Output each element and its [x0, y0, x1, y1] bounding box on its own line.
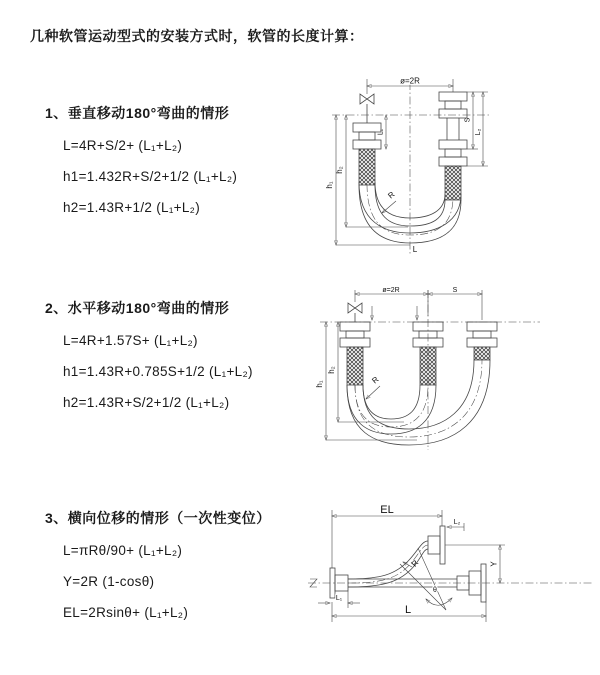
- formula-line: EL=2Rsinθ+ (L₁+L₂): [63, 605, 189, 620]
- dimension-label-l2: L₂: [475, 128, 482, 136]
- section-3-heading: 3、横向位移的情形（一次性变位）: [45, 510, 271, 526]
- left-pipe: [353, 94, 381, 185]
- dimension-label-l: L: [404, 604, 412, 616]
- dimension-label-y: Y: [489, 561, 499, 567]
- radius-annotation: [403, 558, 421, 568]
- page-title: 几种软管运动型式的安装方式时，软管的长度计算：: [30, 28, 364, 44]
- l1-dimension: [318, 591, 360, 608]
- right-pipe: [439, 92, 467, 200]
- formula-line: h2=1.43R+S/2+1/2 (L₁+L₂): [63, 395, 230, 410]
- formula-line: L=πRθ/90+ (L₁+L₂): [63, 543, 183, 558]
- dimension-label-l1: L₁: [377, 128, 385, 136]
- l2-dimension: [447, 519, 464, 531]
- formula-line: L=4R+1.57S+ (L₁+L₂): [63, 333, 198, 348]
- dimension-label-l1: L₁: [335, 595, 343, 602]
- dimension-label-h2: h₂: [327, 366, 336, 374]
- radius-label: R: [386, 189, 397, 201]
- dimension-label-diameter: ø=2R: [400, 76, 420, 86]
- u-bend-arcs: [347, 360, 490, 445]
- section-2: [45, 298, 253, 418]
- right-pipe: [467, 322, 497, 360]
- radius-label: R: [370, 374, 381, 386]
- angle-label-theta: θ: [433, 587, 437, 594]
- dimension-label-diameter: ø=2R: [382, 286, 400, 294]
- dimension-label-s: S: [464, 117, 472, 123]
- section-1-heading: 1、垂直移动180°弯曲的情形: [45, 105, 230, 121]
- valve-icon: [348, 303, 362, 313]
- left-dimensions: [315, 322, 417, 440]
- valve-icon: [360, 94, 374, 104]
- formula-line: Y=2R (1-cosθ): [63, 574, 155, 589]
- left-pipe: [340, 303, 370, 385]
- braided-hose-section: [420, 347, 436, 385]
- l-dimension: [332, 602, 486, 622]
- diagram-lateral-displacement: [300, 496, 600, 656]
- braided-hose-section: [445, 166, 461, 200]
- centerlines: [332, 82, 490, 256]
- top-dimension: [367, 77, 453, 95]
- formula-line: h2=1.43R+1/2 (L₁+L₂): [63, 200, 201, 215]
- section-1: [45, 103, 237, 223]
- dimension-label-h1: h₁: [325, 181, 334, 189]
- middle-pipe: [413, 322, 443, 385]
- dimension-label-h2: h₂: [335, 166, 344, 174]
- upper-flange-displaced-position: [428, 526, 445, 564]
- formula-line: L=4R+S/2+ (L₁+L₂): [63, 138, 183, 153]
- radius-annotation: [366, 375, 381, 399]
- radius-label: R: [409, 558, 421, 569]
- formula-line: h1=1.432R+S/2+1/2 (L₁+L₂): [63, 169, 238, 184]
- dimension-label-el: EL: [380, 504, 394, 516]
- braided-hose-section: [474, 347, 490, 360]
- y-dimension: [445, 545, 505, 583]
- dimension-label-s: S: [452, 286, 458, 294]
- section-2-heading: 2、水平移动180°弯曲的情形: [45, 300, 230, 316]
- length-label: L: [412, 245, 418, 254]
- dimension-label-h1: h₁: [315, 380, 324, 388]
- top-dimensions: [355, 287, 482, 320]
- formula-line: h1=1.43R+0.785S+1/2 (L₁+L₂): [63, 364, 253, 379]
- diagram-vertical-180-bend: [312, 70, 522, 262]
- braided-hose-section: [359, 149, 375, 185]
- section-3: [45, 508, 271, 628]
- diagram-horizontal-180-bend: [312, 282, 557, 454]
- right-dimensions: [465, 92, 489, 166]
- dimension-label-l2: L₂: [453, 519, 461, 526]
- el-dimension: [332, 504, 442, 568]
- braided-hose-section: [347, 347, 363, 385]
